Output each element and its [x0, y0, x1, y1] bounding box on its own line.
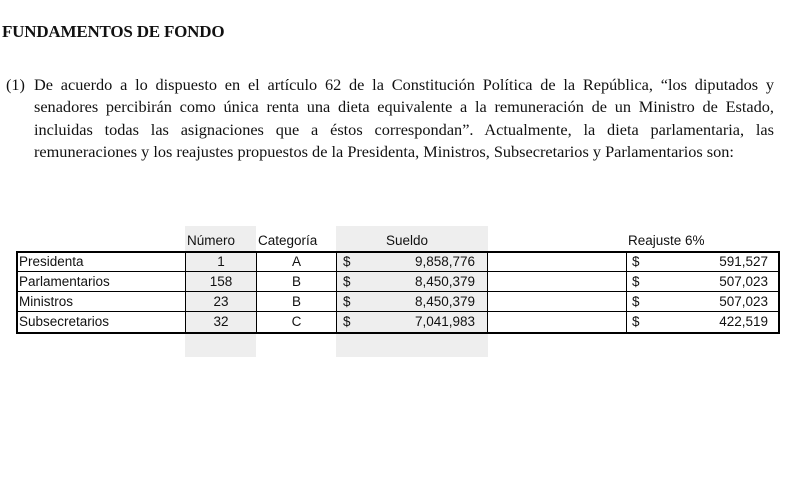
header-numero: Número: [187, 233, 236, 248]
column-divider: [487, 251, 488, 334]
cell-sueldo: 8,450,379: [414, 274, 475, 289]
cell-reajuste: 591,527: [719, 254, 768, 269]
cell-cargo: Presidenta: [19, 254, 84, 269]
cell-sueldo: 9,858,776: [414, 254, 475, 269]
cell-sueldo-currency: $: [343, 314, 351, 329]
cell-categoria: B: [291, 274, 301, 289]
cell-reajuste: 422,519: [719, 314, 768, 329]
paragraph-number: (1): [6, 75, 25, 94]
cell-cargo: Ministros: [19, 294, 74, 309]
paragraph-text: De acuerdo a lo dispuesto en el artículo 62 de la Constitución Política de la República, “los diputados y senadores percibirán como única renta una dieta equivalente a la remuneración de un Ministro de Estado, incluidas todas las asignaciones que a éstos correspondan”. Actualmente, la dieta parlamentaria, las remuneraciones y los reajustes propuestos de la Presidenta, Ministros, Subsecretarios y Parlamentarios son:: [34, 75, 774, 162]
cell-numero: 1: [217, 254, 225, 269]
table-border-bottom: [17, 332, 779, 334]
column-divider: [336, 251, 337, 334]
cell-sueldo: 8,450,379: [414, 294, 475, 309]
cell-sueldo: 7,041,983: [414, 314, 475, 329]
cell-numero: 158: [209, 274, 233, 289]
table-border-left: [16, 251, 18, 334]
cell-categoria: C: [291, 314, 302, 329]
header-reajuste: Reajuste 6%: [628, 233, 705, 248]
cell-reajuste-currency: $: [632, 274, 640, 289]
cell-categoria: B: [291, 294, 301, 309]
section-heading: FUNDAMENTOS DE FONDO: [2, 22, 225, 41]
cell-reajuste-currency: $: [632, 294, 640, 309]
cell-categoria: A: [291, 254, 301, 269]
column-divider: [626, 251, 627, 334]
header-sueldo: Sueldo: [386, 233, 429, 248]
paragraph-1: [6, 74, 774, 164]
cell-numero: 23: [213, 294, 229, 309]
cell-sueldo-currency: $: [343, 294, 351, 309]
header-categoria: Categoría: [258, 233, 318, 248]
cell-sueldo-currency: $: [343, 274, 351, 289]
cell-numero: 32: [213, 314, 229, 329]
cell-reajuste: 507,023: [719, 274, 768, 289]
table-border-right: [778, 251, 780, 334]
cell-reajuste-currency: $: [632, 254, 640, 269]
cell-sueldo-currency: $: [343, 254, 351, 269]
cell-reajuste-currency: $: [632, 314, 640, 329]
cell-cargo: Subsecretarios: [19, 314, 110, 329]
cell-reajuste: 507,023: [719, 294, 768, 309]
cell-cargo: Parlamentarios: [19, 274, 110, 289]
